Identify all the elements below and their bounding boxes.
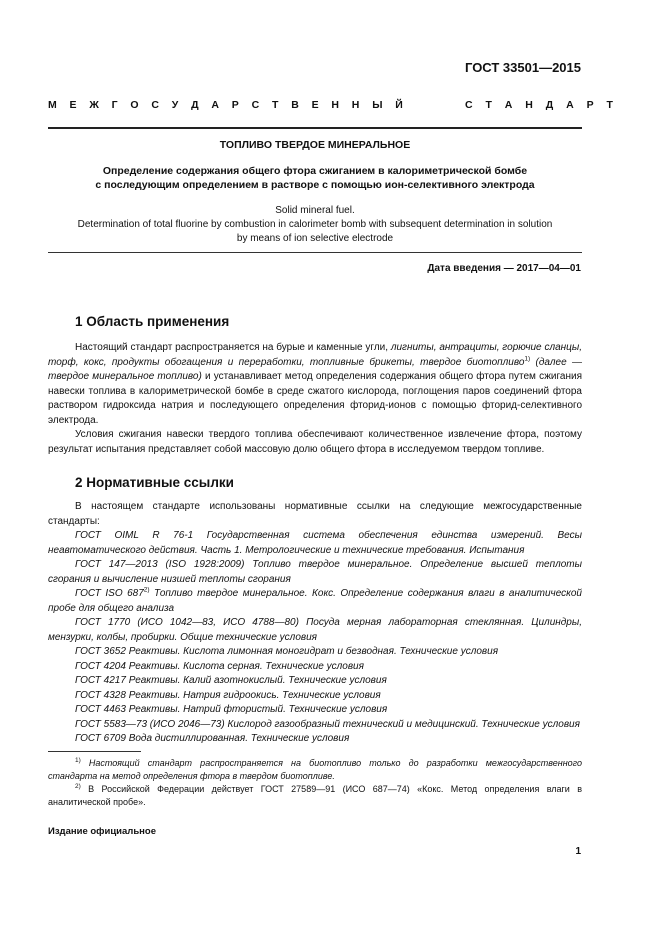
reference-item: [48, 616, 582, 645]
banner-letter: С: [151, 99, 159, 111]
banner-letter: Д: [545, 99, 554, 111]
reference-item: [48, 689, 582, 704]
text-run: и устанавливает метод определения содержания общего фтора путем сжигания навески топлива в калориметрической бомбе в среде сжатого кислорода, поглощения паров соединений фтора раствором гидроксида натрия и последующего определения фторид-ионов с помощью фторид-селективного электрода.: [48, 371, 582, 426]
footnote-mark: 2): [75, 783, 81, 790]
section-1-paragraph: Условия сжигания навески твердого топлива обеспечивают количественное извлечение фтора, поэтому результат испытания представляет собой массовую долю общего фтора в исследуемом твердом топливе.: [48, 429, 582, 455]
reference-item: [48, 558, 582, 587]
banner-letter: С: [251, 99, 260, 111]
reference-item: [48, 732, 582, 747]
reference-code[interactable]: ГОСТ 6709: [75, 733, 126, 744]
footnote-divider: [48, 751, 141, 752]
english-title: [48, 204, 582, 246]
english-title-line: Determination of total fluorine by combustion in calorimeter bomb with subsequent determination in solution: [77, 219, 553, 230]
text-run-italic: лигниты, антрациты, горючие сланцы, торф, кокс, продукты обогащения и переработки, топливные брикеты, твердое биотопливо: [48, 342, 582, 368]
banner-letter: Н: [351, 99, 360, 111]
reference-title: Реактивы. Кислота лимонная моногидрат и безводная. Технические условия: [125, 646, 499, 657]
text-run-italic: (далее — твердое минеральное топливо): [48, 356, 582, 382]
reference-item: [48, 703, 582, 718]
reference-item: [48, 718, 582, 733]
footnote: [48, 783, 582, 809]
reference-code[interactable]: ГОСТ 4204: [75, 660, 126, 672]
reference-title: Кислород газообразный технический и медицинский. Технические условия: [224, 718, 580, 730]
footnote: [48, 757, 582, 783]
reference-title: Вода дистиллированная. Технические условия: [125, 733, 350, 744]
page-number: 1: [575, 846, 581, 857]
reference-title: Реактивы. Кислота серная. Технические условия: [125, 660, 364, 672]
banner-letter: Н: [525, 99, 533, 111]
reference-title: Государственная система обеспечения единства измерений. Весы неавтоматического действия. Часть 1. Метрологические и технические требования. Испытания: [48, 530, 582, 556]
reference-item: [48, 645, 582, 660]
banner-letter: Ж: [89, 99, 99, 111]
reference-code[interactable]: ГОСТ ISO 687: [75, 588, 144, 599]
banner-letter: С: [465, 99, 473, 111]
introduction-date: Дата введения — 2017—04—01: [427, 263, 581, 274]
subtitle-line: с последующим определением в растворе с помощью ион-селективного электрода: [95, 179, 535, 191]
banner-letter: У: [171, 99, 179, 111]
document-code: ГОСТ 33501—2015: [465, 60, 581, 75]
footnote-marker[interactable]: 2): [143, 586, 150, 594]
references-list: [48, 529, 582, 747]
banner-letter: Г: [111, 99, 118, 111]
banner-letter: М: [48, 99, 57, 111]
banner-letter: Т: [485, 99, 492, 111]
reference-item: [48, 529, 582, 558]
reference-code[interactable]: ГОСТ 3652: [75, 646, 126, 657]
interstate-standard-banner: [48, 99, 613, 111]
footnotes: [48, 757, 582, 809]
document-subtitle: [48, 164, 582, 192]
reference-item: [48, 587, 582, 616]
banner-letter: О: [130, 99, 139, 111]
title-divider: [48, 252, 582, 253]
banner-letter: Е: [69, 99, 77, 111]
section-1-body: [48, 341, 582, 457]
section-2-body: [48, 500, 582, 747]
reference-code[interactable]: ГОСТ 147—2013 (ISO 1928:2009): [75, 559, 245, 570]
banner-letter: Р: [586, 99, 594, 111]
banner-word-interstate: [48, 99, 403, 111]
banner-letter: Ы: [372, 99, 383, 111]
footnote-mark: 1): [75, 757, 81, 764]
reference-code[interactable]: ГОСТ 4328: [75, 689, 126, 701]
reference-title: Посуда мерная лабораторная стеклянная. Цилиндры, мензурки, колбы, пробирки. Общие технические условия: [48, 617, 582, 643]
banner-word-standard: [465, 99, 613, 111]
section-2-heading: 2 Нормативные ссылки: [75, 475, 234, 490]
text-run: Настоящий стандарт распространяется на бурые и каменные угли,: [75, 342, 391, 353]
banner-letter: А: [504, 99, 513, 111]
english-title-line: Solid mineral fuel.: [275, 205, 355, 216]
footnote-text: В Российской Федерации действует ГОСТ 27589—91 (ИСО 687—74) «Кокс. Метод определения влаги в аналитической пробе».: [48, 784, 582, 807]
reference-code[interactable]: ГОСТ 4463: [75, 704, 126, 715]
document-title: ТОПЛИВО ТВЕРДОЕ МИНЕРАЛЬНОЕ: [219, 139, 411, 151]
reference-code[interactable]: ГОСТ OIML R 76-1: [75, 530, 194, 541]
footnote-marker[interactable]: 1): [524, 355, 531, 363]
reference-item: [48, 674, 582, 689]
reference-code[interactable]: ГОСТ 1770 (ИСО 1042—83, ИСО 4788—80): [75, 617, 299, 628]
section-1-heading: 1 Область применения: [75, 314, 230, 329]
section-1-paragraph: [48, 341, 582, 428]
reference-title: Топливо твердое минеральное. Кокс. Определение содержания влаги в аналитической пробе для общего анализа: [48, 588, 582, 614]
banner-letter: Й: [395, 99, 403, 111]
english-title-line: by means of ion selective electrode: [236, 233, 394, 244]
banner-letter: Т: [606, 99, 613, 111]
reference-title: Реактивы. Калий азотнокислый. Технические условия: [125, 675, 387, 686]
reference-title: Топливо твердое минеральное. Определение высшей теплоты сгорания и вычисление низшей теплоты сгорания: [48, 559, 582, 585]
reference-code[interactable]: ГОСТ 5583—73 (ИСО 2046—73): [75, 718, 225, 730]
footnote-text: Настоящий стандарт распространяется на биотопливо только до разработки межгосударственного стандарта на метод определения фтора в твердом биотопливе.: [48, 758, 582, 781]
reference-code[interactable]: ГОСТ 4217: [75, 675, 126, 686]
section-2-intro: В настоящем стандарте использованы нормативные ссылки на следующие межгосударственные стандарты:: [48, 501, 582, 527]
header-divider: [48, 127, 582, 129]
banner-letter: А: [211, 99, 219, 111]
banner-letter: Д: [191, 99, 199, 111]
banner-letter: В: [291, 99, 299, 111]
banner-letter: Р: [231, 99, 239, 111]
subtitle-line: Определение содержания общего фтора сжиганием в калориметрической бомбе: [102, 165, 528, 177]
reference-title: Реактивы. Натрия гидроокись. Технические условия: [125, 689, 381, 701]
banner-letter: А: [566, 99, 574, 111]
banner-letter: Т: [271, 99, 279, 111]
edition-label: Издание официальное: [48, 826, 156, 837]
reference-title: Реактивы. Натрий фтористый. Технические условия: [125, 704, 388, 715]
banner-letter: Н: [331, 99, 339, 111]
banner-letter: Е: [311, 99, 319, 111]
reference-item: [48, 660, 582, 675]
